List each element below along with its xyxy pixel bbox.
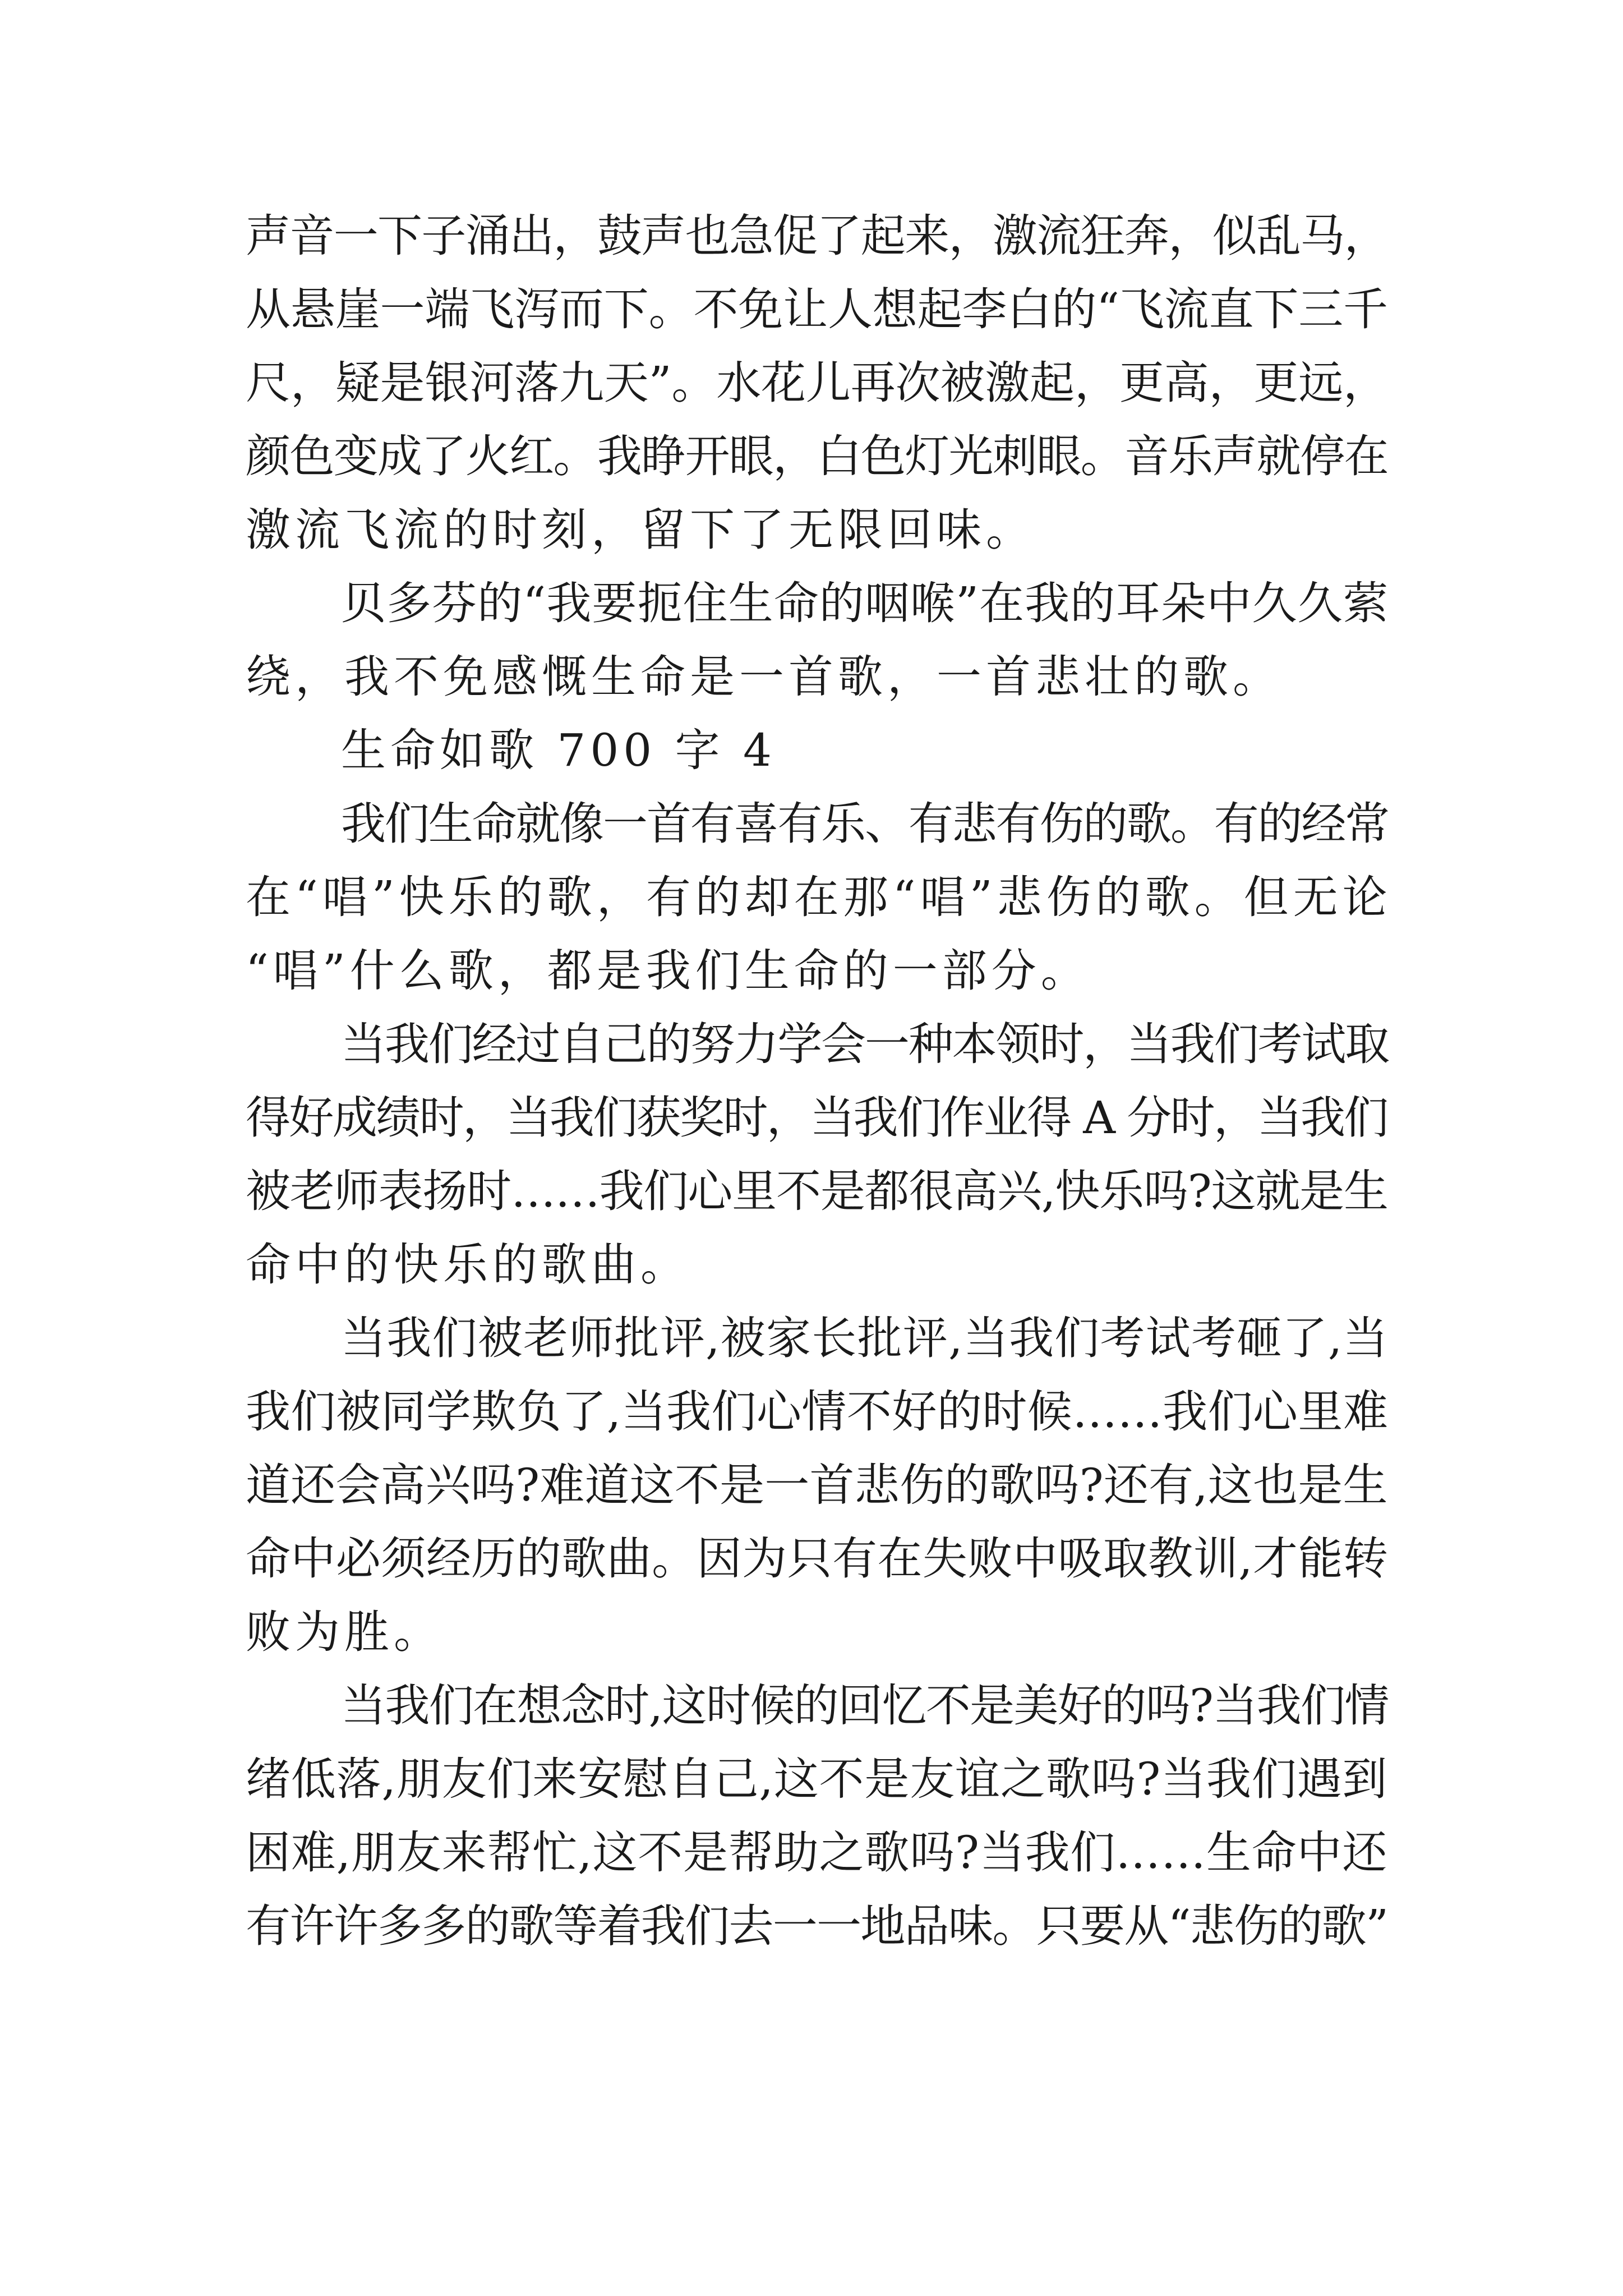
- text-line: 绪低落,朋友们来安慰自己,这不是友谊之歌吗?当我们遇到: [246, 1753, 1388, 1805]
- text-line: 命中的快乐的歌曲。: [246, 1239, 690, 1291]
- text-line: 当我们在想念时,这时候的回忆不是美好的吗?当我们情: [341, 1680, 1389, 1732]
- text-line: 尺，疑是银河落九天”。水花儿再次被激起，更高，更远，: [246, 357, 1388, 409]
- text-line: 我们生命就像一首有喜有乐、有悲有伤的歌。有的经常: [341, 798, 1389, 850]
- text-line: 从悬崖一端飞泻而下。不免让人想起李白的“飞流直下三千: [246, 283, 1388, 335]
- text-line: 声音一下子涌出，鼓声也急促了起来，激流狂奔，似乱马，: [246, 210, 1388, 262]
- text-line: 颜色变成了火红。我睁开眼，白色灯光刺眼。音乐声就停在: [246, 430, 1388, 482]
- text-line: 困难,朋友来帮忙,这不是帮助之歌吗?当我们……生命中还: [246, 1826, 1388, 1879]
- text-line: 得好成绩时，当我们获奖时，当我们作业得 A 分时，当我们: [246, 1092, 1387, 1144]
- text-line: 道还会高兴吗?难道这不是一首悲伤的歌吗?还有,这也是生: [246, 1459, 1388, 1511]
- text-line: 败为胜。: [246, 1606, 443, 1658]
- text-line: 当我们被老师批评,被家长批评,当我们考试考砸了,当: [341, 1312, 1389, 1364]
- text-line: 我们被同学欺负了,当我们心情不好的时候……我们心里难: [246, 1386, 1389, 1438]
- text-line: 贝多芬的“我要扼住生命的咽喉”在我的耳朵中久久萦: [341, 577, 1389, 629]
- body-text: [246, 199, 1395, 1963]
- text-line: 命中必须经历的歌曲。因为只有在失败中吸取教训,才能转: [246, 1533, 1389, 1585]
- text-line: 生命如歌 700 字 4: [341, 724, 776, 776]
- text-line: 当我们经过自己的努力学会一种本领时，当我们考试取: [341, 1018, 1389, 1070]
- text-line: 绕，我不免感慨生命是一首歌，一首悲壮的歌。: [246, 651, 1282, 703]
- text-line: 有许许多多的歌等着我们去一一地品味。只要从“悲伤的歌”: [246, 1900, 1388, 1952]
- text-line: 被老师表扬时……我们心里不是都很高兴,快乐吗?这就是生: [246, 1165, 1388, 1217]
- text-line: 在“唱”快乐的歌，有的却在那“唱”悲伤的歌。但无论: [246, 871, 1392, 923]
- text-line: “唱”什么歌，都是我们生命的一部分。: [246, 945, 1090, 997]
- text-line: 激流飞流的时刻，留下了无限回味。: [246, 504, 1035, 556]
